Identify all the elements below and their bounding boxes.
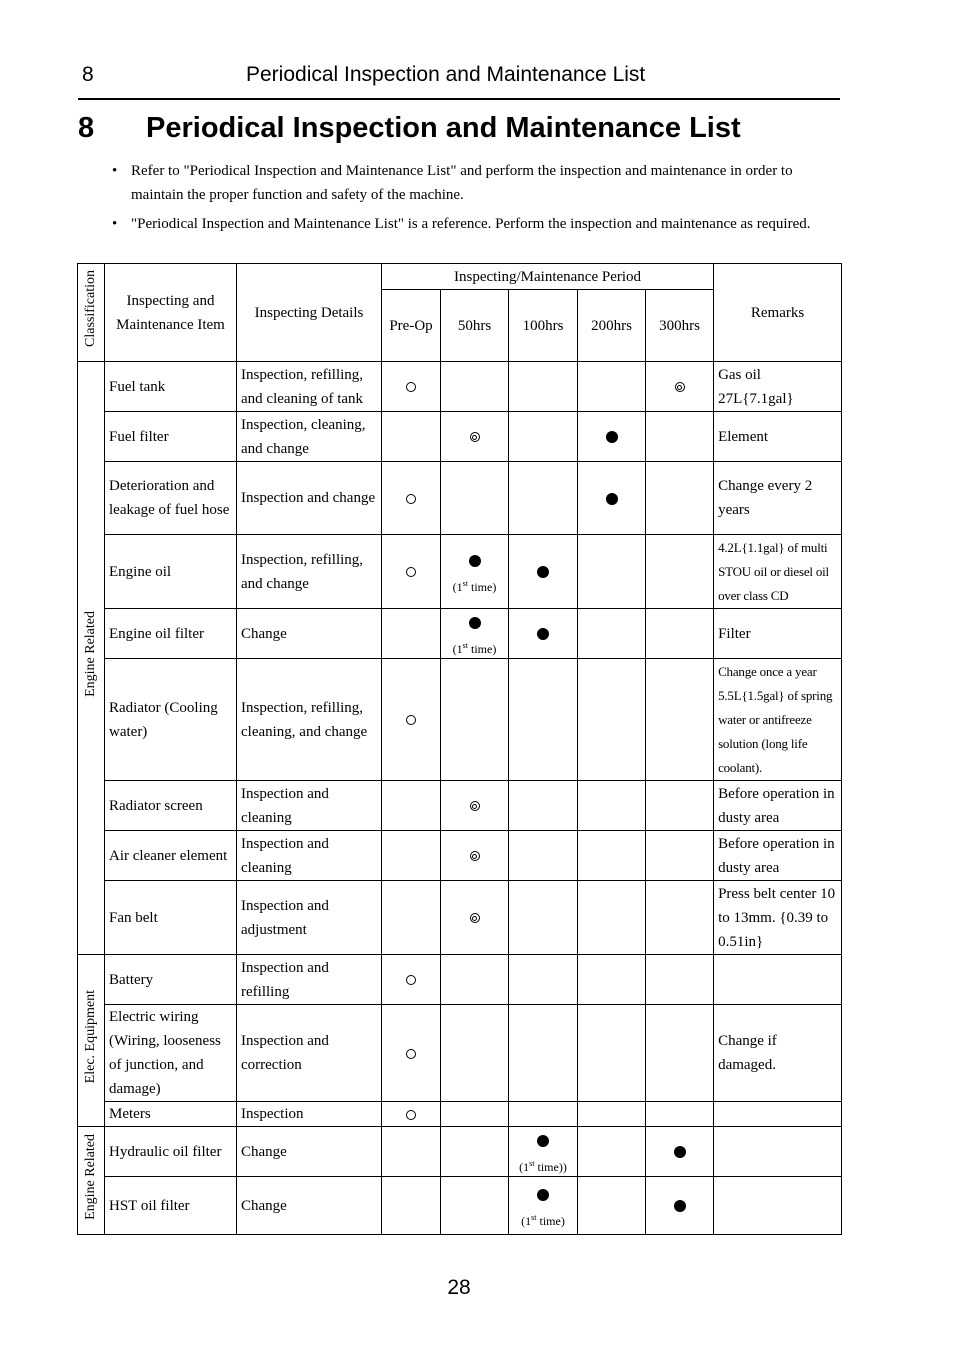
open-circle-icon bbox=[406, 715, 416, 725]
header-100hrs: 100hrs bbox=[509, 290, 578, 362]
group-engine-related-2: Engine Related bbox=[78, 1127, 105, 1235]
header-300hrs: 300hrs bbox=[646, 290, 714, 362]
filled-circle-icon bbox=[537, 628, 549, 640]
details-cell: Change bbox=[237, 1127, 382, 1177]
header-200hrs: 200hrs bbox=[578, 290, 646, 362]
table-row bbox=[78, 659, 842, 781]
table-row bbox=[78, 412, 842, 462]
item-cell: Deterioration and leakage of fuel hose bbox=[105, 462, 237, 535]
open-circle-icon bbox=[406, 1110, 416, 1120]
open-circle-icon bbox=[406, 567, 416, 577]
intro-bullet-list bbox=[110, 159, 842, 241]
item-cell: Fan belt bbox=[105, 881, 237, 955]
table-row bbox=[78, 462, 842, 535]
table-header-row bbox=[78, 264, 842, 290]
filled-circle-icon bbox=[606, 493, 618, 505]
open-circle-icon bbox=[406, 382, 416, 392]
remarks-cell: Press belt center 10 to 13mm. {0.39 to 0.51in} bbox=[714, 881, 842, 955]
table-row bbox=[78, 1127, 842, 1177]
details-cell: Inspection and refilling bbox=[237, 955, 382, 1005]
details-cell: Inspection and change bbox=[237, 462, 382, 535]
details-cell: Change bbox=[237, 609, 382, 659]
remarks-cell: Before operation in dusty area bbox=[714, 831, 842, 881]
details-cell: Inspection, cleaning, and change bbox=[237, 412, 382, 462]
filled-circle-icon bbox=[469, 555, 481, 567]
header-50hrs: 50hrs bbox=[441, 290, 509, 362]
filled-circle-icon bbox=[674, 1200, 686, 1212]
table-row bbox=[78, 955, 842, 1005]
remarks-cell: Filter bbox=[714, 609, 842, 659]
table-row bbox=[78, 1177, 842, 1235]
maintenance-table bbox=[77, 263, 842, 1235]
header-details: Inspecting Details bbox=[237, 264, 382, 362]
details-cell: Inspection and correction bbox=[237, 1005, 382, 1102]
details-cell: Inspection, refilling, and cleaning of tank bbox=[237, 362, 382, 412]
item-cell: Battery bbox=[105, 955, 237, 1005]
intro-bullet: • Refer to "Periodical Inspection and Maintenance List" and perform the inspection and maintenance in order to maintain the proper function and safety of the machine. bbox=[110, 159, 842, 207]
item-cell: Hydraulic oil filter bbox=[105, 1127, 237, 1177]
item-cell: Radiator screen bbox=[105, 781, 237, 831]
header-chapter-title: Periodical Inspection and Maintenance List bbox=[246, 63, 646, 86]
filled-circle-icon bbox=[537, 566, 549, 578]
filled-circle-icon bbox=[469, 617, 481, 629]
details-cell: Inspection bbox=[237, 1102, 382, 1127]
filled-circle-icon bbox=[537, 1135, 549, 1147]
double-circle-icon bbox=[470, 913, 480, 923]
chapter-title: Periodical Inspection and Maintenance List bbox=[146, 112, 741, 144]
open-circle-icon bbox=[406, 494, 416, 504]
remarks-cell bbox=[714, 1177, 842, 1235]
table-row bbox=[78, 781, 842, 831]
remarks-cell: Before operation in dusty area bbox=[714, 781, 842, 831]
item-cell: Radiator (Cooling water) bbox=[105, 659, 237, 781]
details-cell: Inspection, refilling, and change bbox=[237, 535, 382, 609]
remarks-cell: 4.2L{1.1gal} of multi STOU oil or diesel oil over class CD bbox=[714, 535, 842, 609]
remarks-cell: Gas oil 27L{7.1gal} bbox=[714, 362, 842, 412]
table-row bbox=[78, 535, 842, 609]
header-period: Inspecting/Maintenance Period bbox=[382, 264, 714, 290]
header-preop: Pre-Op bbox=[382, 290, 441, 362]
intro-bullet: • "Periodical Inspection and Maintenance List" is a reference. Perform the inspection and maintenance as required. bbox=[110, 212, 842, 236]
header-remarks: Remarks bbox=[714, 264, 842, 362]
details-cell: Inspection and cleaning bbox=[237, 831, 382, 881]
item-cell: Fuel tank bbox=[105, 362, 237, 412]
item-cell: Fuel filter bbox=[105, 412, 237, 462]
group-elec-equipment: Elec. Equipment bbox=[78, 955, 105, 1127]
first-time-note: (1st time)) bbox=[519, 1158, 567, 1174]
details-cell: Inspection and cleaning bbox=[237, 781, 382, 831]
details-cell: Change bbox=[237, 1177, 382, 1235]
group-engine-related: Engine Related bbox=[78, 362, 105, 955]
page-title bbox=[78, 112, 741, 145]
open-circle-icon bbox=[406, 1049, 416, 1059]
table-row bbox=[78, 881, 842, 955]
item-cell: Meters bbox=[105, 1102, 237, 1127]
remarks-cell: Change if damaged. bbox=[714, 1005, 842, 1102]
details-cell: Inspection and adjustment bbox=[237, 881, 382, 955]
item-cell: Engine oil bbox=[105, 535, 237, 609]
item-cell: HST oil filter bbox=[105, 1177, 237, 1235]
open-circle-icon bbox=[406, 975, 416, 985]
item-cell: Electric wiring (Wiring, looseness of junction, and damage) bbox=[105, 1005, 237, 1102]
remarks-cell bbox=[714, 1102, 842, 1127]
first-time-note: (1st time) bbox=[521, 1212, 565, 1228]
header-chapter-number: 8 bbox=[82, 63, 94, 86]
filled-circle-icon bbox=[537, 1189, 549, 1201]
header-classification: Classification bbox=[78, 264, 105, 362]
chapter-number: 8 bbox=[78, 112, 95, 144]
page-number: 28 bbox=[447, 1276, 471, 1299]
table-row bbox=[78, 609, 842, 659]
double-circle-icon bbox=[470, 801, 480, 811]
running-header bbox=[78, 62, 840, 100]
double-circle-icon bbox=[675, 382, 685, 392]
remarks-cell bbox=[714, 1127, 842, 1177]
filled-circle-icon bbox=[606, 431, 618, 443]
first-time-note: (1st time) bbox=[452, 640, 497, 656]
remarks-cell bbox=[714, 955, 842, 1005]
item-cell: Air cleaner element bbox=[105, 831, 237, 881]
remarks-cell: Change every 2 years bbox=[714, 462, 842, 535]
table-row bbox=[78, 1005, 842, 1102]
table-row bbox=[78, 831, 842, 881]
details-cell: Inspection, refilling, cleaning, and change bbox=[237, 659, 382, 781]
table-row bbox=[78, 362, 842, 412]
item-cell: Engine oil filter bbox=[105, 609, 237, 659]
remarks-cell: Element bbox=[714, 412, 842, 462]
filled-circle-icon bbox=[674, 1146, 686, 1158]
first-time-note: (1st time) bbox=[452, 578, 497, 594]
double-circle-icon bbox=[470, 851, 480, 861]
double-circle-icon bbox=[470, 432, 480, 442]
header-item: Inspecting and Maintenance Item bbox=[105, 264, 237, 362]
table-row bbox=[78, 1102, 842, 1127]
remarks-cell: Change once a year 5.5L{1.5gal} of spring water or antifreeze solution (long life coolant). bbox=[714, 659, 842, 781]
